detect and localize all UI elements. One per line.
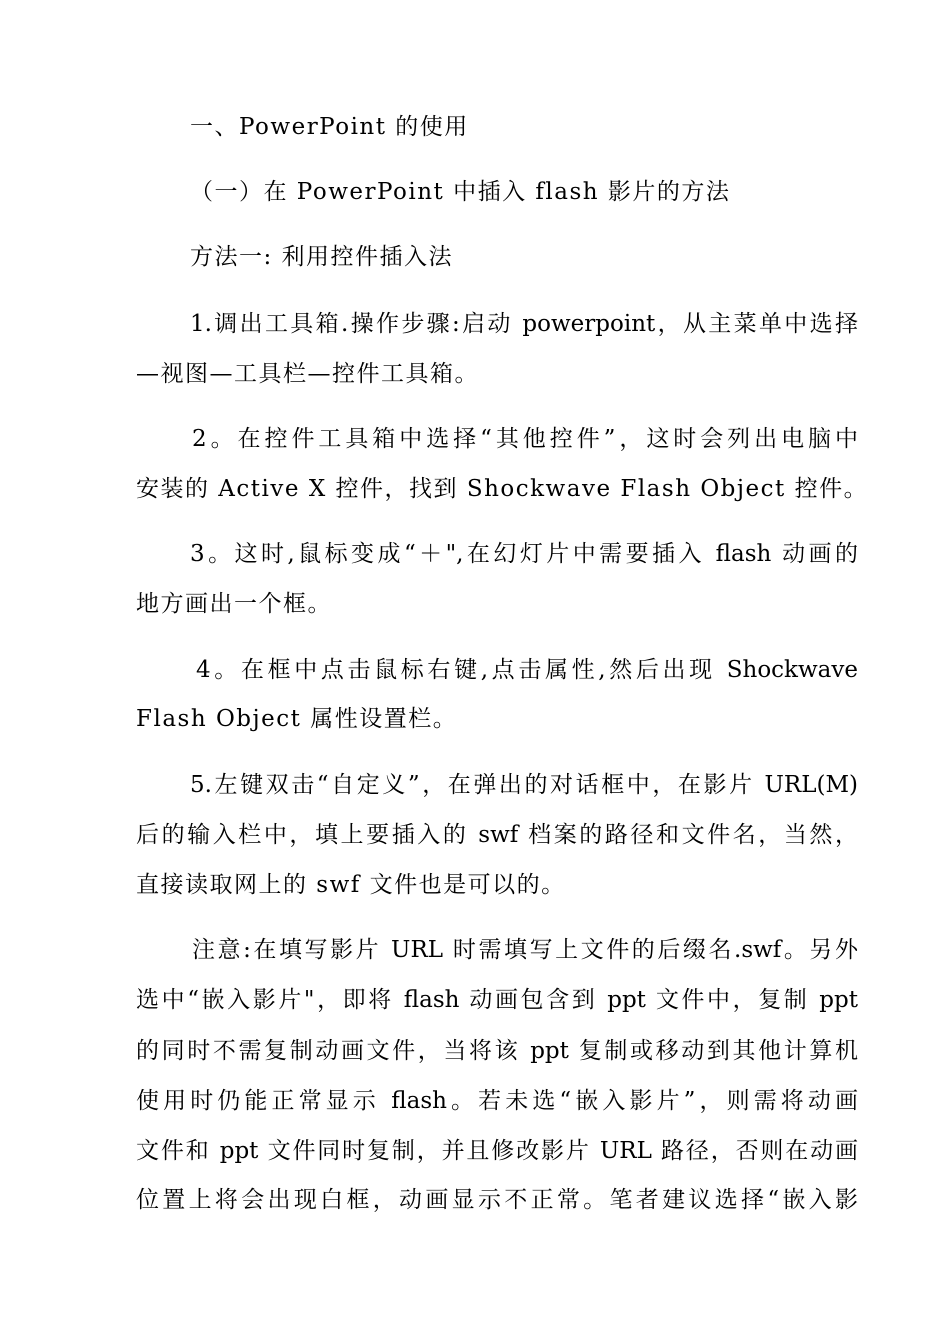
step-5-line-2: 后的输入栏中，填上要插入的 swf 档案的路径和文件名，当然，	[136, 822, 859, 848]
note-line-2: 选中“嵌入影片"，即将 flash 动画包含到 ppt 文件中，复制 ppt	[136, 987, 858, 1013]
note-line-3: 的同时不需复制动画文件，当将该 ppt 复制或移动到其他计算机	[136, 1038, 858, 1064]
step-3-line-2: 地方画出一个框。	[136, 591, 332, 617]
step-3-line-1: 3。这时,鼠标变成“＋",在幻灯片中需要插入 flash 动画的	[190, 541, 858, 567]
step-2-line-1: 2。在控件工具箱中选择“其他控件”，这时会列出电脑中	[192, 426, 858, 452]
note-line-4: 使用时仍能正常显示 flash。若未选“嵌入影片”，则需将动画	[136, 1088, 858, 1114]
step-1-line-2: —视图—工具栏—控件工具箱。	[136, 361, 479, 387]
step-4-line-2: Flash Object 属性设置栏。	[136, 706, 458, 732]
note-line-1: 注意:在填写影片 URL 时需填写上文件的后缀名.swf。另外	[192, 937, 858, 963]
step-4-line-1: 4。在框中点击鼠标右键,点击属性,然后出现 Shockwave	[196, 657, 858, 683]
step-5-line-1: 5.左键双击“自定义”，在弹出的对话框中，在影片 URL(M)	[190, 772, 858, 798]
subsection-heading: （一）在 PowerPoint 中插入 flash 影片的方法	[190, 179, 731, 205]
method-heading: 方法一: 利用控件插入法	[190, 244, 454, 270]
note-line-6: 位置上将会出现白框，动画显示不正常。笔者建议选择“嵌入影	[136, 1187, 858, 1213]
step-2-line-2: 安装的 Active X 控件，找到 Shockwave Flash Object 控件。	[136, 476, 869, 502]
section-heading: 一、PowerPoint 的使用	[190, 114, 469, 140]
note-line-5: 文件和 ppt 文件同时复制，并且修改影片 URL 路径，否则在动画	[136, 1138, 858, 1164]
step-1-line-1: 1.调出工具箱.操作步骤:启动 powerpoint，从主菜单中选择	[190, 311, 858, 337]
step-5-line-3: 直接读取网上的 swf 文件也是可以的。	[136, 872, 566, 898]
